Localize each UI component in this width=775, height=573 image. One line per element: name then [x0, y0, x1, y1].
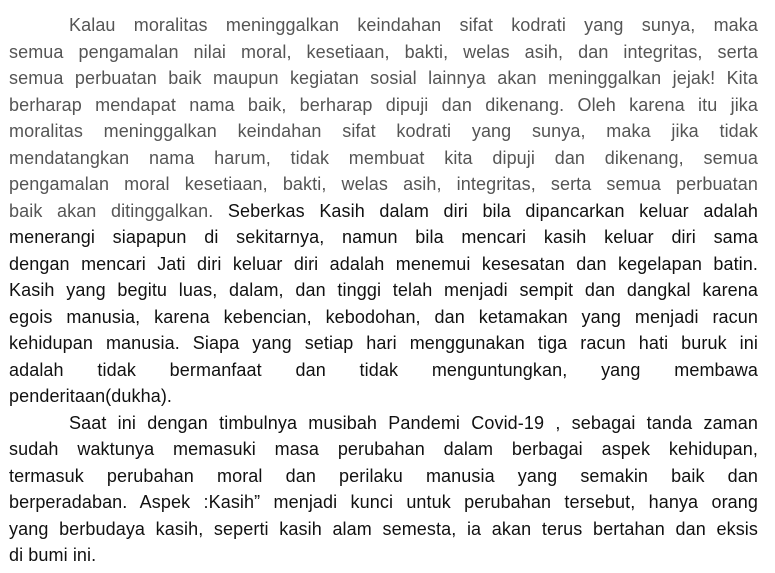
text-run: mendatangkan nama harum, tidak membuat kita dipuji dan dikenang, semua: [9, 147, 758, 168]
text-run: Kasih yang begitu luas, dalam, dan tinggi telah menjadi sempit dan dangkal karena: [9, 280, 758, 300]
text-run: pengamalan moral kesetiaan, bakti, welas asih, integritas, serta semua perbuatan: [9, 174, 758, 194]
text-run: sudah waktunya memasuki masa perubahan dalam berbagai aspek kehidupan,: [9, 439, 758, 459]
text-run: Seberkas Kasih dalam diri bila dipancarkan keluar adalah: [213, 200, 758, 221]
text-line: [9, 12, 758, 39]
text-run: adalah tidak bermanfaat dan tidak menguntungkan, yang membawa: [9, 359, 758, 380]
text-line: [9, 251, 758, 278]
text-run: kehidupan manusia. Siapa yang setiap hari menggunakan tiga racun hati buruk ini: [9, 333, 758, 353]
text-run: penderitaan(dukha).: [9, 386, 173, 406]
text-run: di bumi ini.: [9, 545, 97, 565]
text-run: moralitas meninggalkan keindahan sifat kodrati yang sunya, maka jika tidak: [9, 121, 758, 141]
text-run: egois manusia, karena kebencian, kebodohan, dan ketamakan yang menjadi racun: [9, 306, 758, 327]
text-run: semua perbuatan baik maupun kegiatan sosial lainnya akan meninggalkan jejak! Kita: [9, 68, 758, 88]
text-line: [9, 198, 758, 225]
text-line: [9, 39, 758, 66]
text-run: menerangi siapapun di sekitarnya, namun bila mencari kasih keluar diri sama: [9, 227, 758, 247]
text-run: berperadaban. Aspek :Kasih” menjadi kunci untuk perubahan tersebut, hanya orang: [9, 492, 758, 512]
text-line: [9, 436, 758, 463]
text-line: [9, 224, 758, 251]
text-run: Saat ini dengan timbulnya musibah Pandemi Covid-19 , sebagai tanda zaman: [69, 412, 758, 433]
text-line: [9, 277, 758, 304]
text-run: baik akan ditinggalkan.: [9, 200, 214, 221]
text-line: [9, 489, 758, 516]
text-line: [9, 410, 758, 437]
text-line: [9, 357, 758, 384]
text-run: Kalau moralitas meninggalkan keindahan sifat kodrati yang sunya, maka: [69, 15, 758, 35]
text-line: [9, 171, 758, 198]
text-line: [9, 92, 758, 119]
text-line: [9, 463, 758, 490]
text-line: [9, 65, 758, 92]
text-line: [9, 145, 758, 172]
text-run: dengan mencari Jati diri keluar diri adalah menemui kesesatan dan kegelapan batin.: [9, 253, 758, 274]
text-run: berharap mendapat nama baik, berharap dipuji dan dikenang. Oleh karena itu jika: [9, 94, 758, 115]
text-run: termasuk perubahan moral dan perilaku manusia yang semakin baik dan: [9, 465, 758, 486]
text-line: [9, 304, 758, 331]
text-run: yang berbudaya kasih, seperti kasih alam semesta, ia akan terus bertahan dan eksis: [9, 518, 758, 539]
paragraph-2: [9, 410, 758, 569]
text-line: [9, 383, 758, 410]
text-line: [9, 542, 758, 569]
text-line: [9, 118, 758, 145]
text-run: semua pengamalan nilai moral, kesetiaan, bakti, welas asih, dan integritas, serta: [9, 41, 758, 62]
paragraph-1: [9, 12, 758, 410]
text-line: [9, 330, 758, 357]
text-line: [9, 516, 758, 543]
